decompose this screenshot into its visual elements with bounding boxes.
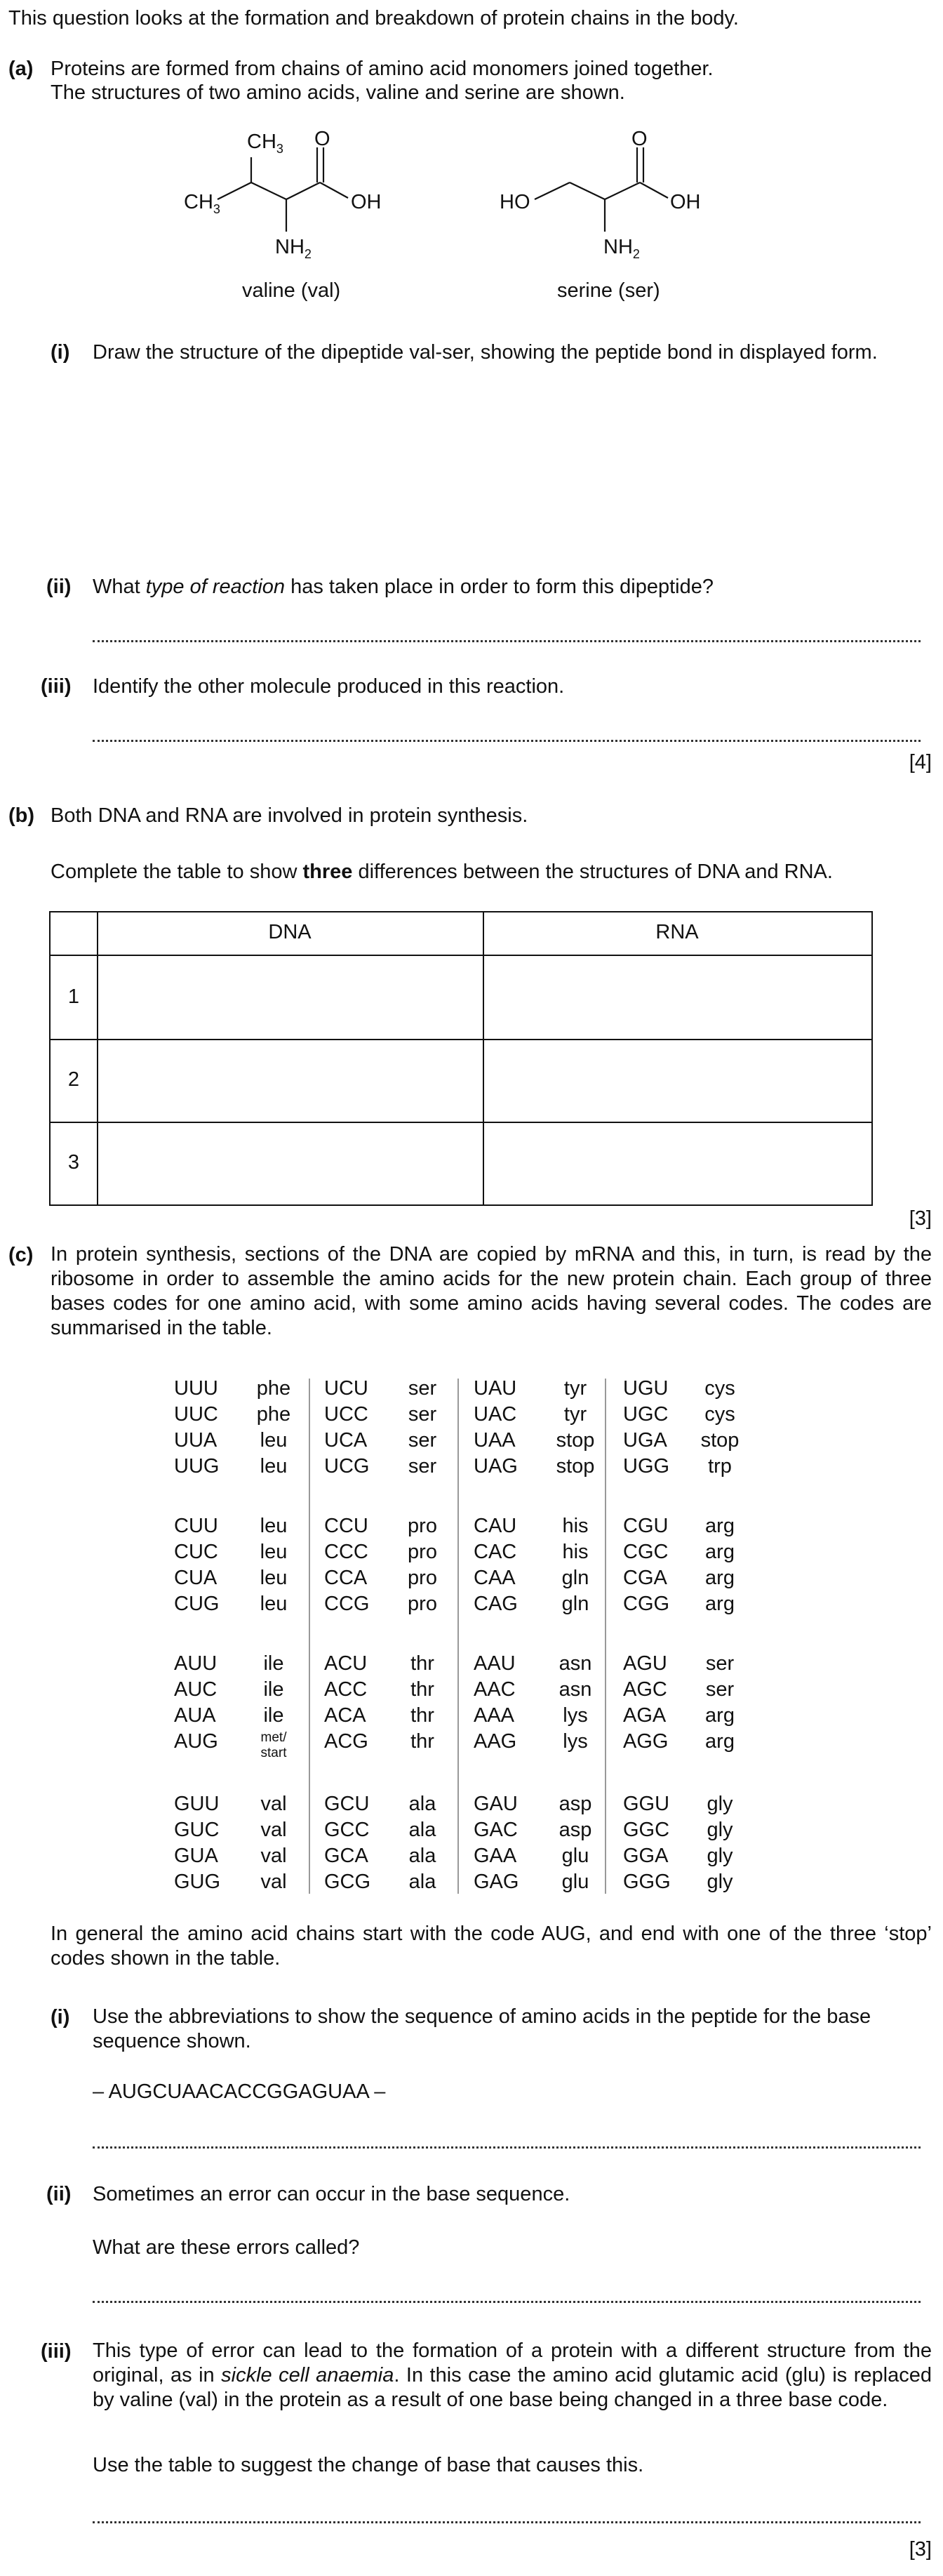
codon-amino-acid: val [260, 1793, 287, 1815]
codon-amino-acid: leu [260, 1515, 288, 1537]
codon-code: CAA [474, 1567, 516, 1589]
part-c-i-label: (i) [51, 2006, 70, 2029]
codon-amino-acid: arg [705, 1541, 735, 1563]
codon-amino-acid: gly [707, 1871, 733, 1893]
part-a-i-label: (i) [51, 341, 70, 364]
part-a-line-1: Proteins are formed from chains of amino acid monomers joined together. [51, 58, 714, 80]
codon-code: CCA [324, 1567, 368, 1589]
codon-code: ACC [324, 1678, 368, 1701]
codon-code: GGG [623, 1871, 671, 1893]
codon-amino-acid: leu [260, 1567, 288, 1589]
codon-code: GCC [324, 1819, 370, 1841]
codon-code: GUU [174, 1793, 220, 1815]
answer-line-a-ii[interactable] [93, 640, 921, 642]
codon-amino-acid: thr [410, 1704, 434, 1727]
part-a-line-2: The structures of two amino acids, valine and serine are shown. [51, 81, 625, 104]
base-sequence: – AUGCUAACACCGGAGUAA – [93, 2080, 386, 2103]
codon-amino-acid: asn [559, 1652, 592, 1675]
row-number-3: 3 [67, 1151, 80, 1174]
codon-amino-acid: glu [561, 1845, 589, 1867]
answer-line-c-ii[interactable] [93, 2301, 921, 2303]
codon-amino-acid: trp [708, 1455, 732, 1478]
codon-code: CUA [174, 1567, 218, 1589]
codon-code: ACG [324, 1730, 368, 1753]
codon-amino-acid: val [260, 1819, 287, 1841]
part-c-ii-label: (ii) [46, 2183, 72, 2205]
codon-code: ACA [324, 1704, 366, 1727]
cell-dna-2[interactable] [98, 1040, 481, 1120]
part-c-iii-text: This type of error can lead to the formation of a protein with a different structure from the original, as in sickle cell anaemia. In this case the amino acid glutamic acid (glu) is replaced by valine (val) in the protein as a result of one base being changed in a three base code. [93, 2339, 932, 2411]
codon-amino-acid: ser [408, 1429, 437, 1452]
drawing-answer-area[interactable] [93, 372, 921, 569]
codon-amino-acid: leu [260, 1541, 288, 1563]
codon-code: GGC [623, 1819, 670, 1841]
valine-oh: OH [351, 191, 382, 213]
codon-code: CAU [474, 1515, 517, 1537]
codon-code: CUG [174, 1593, 220, 1615]
codon-amino-acid: arg [705, 1704, 735, 1727]
codon-code: GUA [174, 1845, 218, 1867]
codon-amino-acid: gly [707, 1845, 733, 1867]
codon-code: UGU [623, 1377, 669, 1400]
part-c-ii-text-1: Sometimes an error can occur in the base sequence. [93, 2183, 570, 2205]
codon-amino-acid: ala [408, 1871, 436, 1893]
codon-amino-acid: ala [408, 1793, 436, 1815]
codon-code: GAA [474, 1845, 517, 1867]
codon-amino-acid: thr [410, 1678, 434, 1701]
answer-line-a-iii[interactable] [93, 740, 921, 742]
part-a-iii-label: (iii) [41, 675, 72, 698]
codon-code: ACU [324, 1652, 368, 1675]
codon-amino-acid: ser [408, 1455, 437, 1478]
codon-amino-acid: ala [408, 1819, 436, 1841]
codon-code: AUG [174, 1730, 218, 1753]
codon-code: CGC [623, 1541, 669, 1563]
codon-amino-acid: gln [561, 1593, 589, 1615]
part-a-label: (a) [8, 58, 34, 80]
codon-amino-acid: leu [260, 1429, 288, 1452]
codon-code: CGU [623, 1515, 669, 1537]
codon-amino-acid: leu [260, 1455, 288, 1478]
codon-amino-acid: phe [256, 1403, 291, 1426]
codon-amino-acid: cys [704, 1403, 735, 1426]
codon-code: AGU [623, 1652, 667, 1675]
codon-code: UCU [324, 1377, 368, 1400]
codon-amino-acid: pro [408, 1515, 437, 1537]
codon-code: GAU [474, 1793, 518, 1815]
codon-amino-acid: pro [408, 1567, 437, 1589]
part-c-i-text: Use the abbreviations to show the sequence of amino acids in the peptide for the base sequence shown. [93, 2005, 871, 2052]
codon-amino-acid: ile [263, 1704, 284, 1727]
row-number-2: 2 [67, 1068, 80, 1091]
codon-code: AAG [474, 1730, 517, 1753]
codon-table-divider [309, 1379, 310, 1894]
cell-rna-3[interactable] [484, 1123, 871, 1204]
serine-oh: OH [670, 191, 701, 213]
codon-amino-acid: met/ start [260, 1730, 287, 1760]
codon-code: CCU [324, 1515, 368, 1537]
codon-amino-acid: ala [408, 1845, 436, 1867]
codon-code: AGA [623, 1704, 667, 1727]
part-c-marks: [3] [909, 2538, 932, 2561]
codon-amino-acid: lys [563, 1730, 588, 1753]
codon-code: UAU [474, 1377, 517, 1400]
codon-amino-acid: asp [559, 1793, 592, 1815]
codon-code: GUG [174, 1871, 221, 1893]
part-c-paragraph: In protein synthesis, sections of the DNA are copied by mRNA and this, in turn, is read by the ribosome in order to assemble the amino acids for the new protein chain. Each group of three bases codes for one amino acid, with some amino acids having several codes. The codes are summarised in the table. [51, 1243, 932, 1339]
codon-amino-acid: pro [408, 1541, 437, 1563]
cell-dna-1[interactable] [98, 956, 481, 1037]
codon-code: AAC [474, 1678, 516, 1701]
codon-amino-acid: ser [705, 1652, 735, 1675]
codon-amino-acid: lys [563, 1704, 588, 1727]
codon-amino-acid: asn [559, 1678, 592, 1701]
codon-amino-acid: pro [408, 1593, 437, 1615]
part-b-line-1: Both DNA and RNA are involved in protein synthesis. [51, 804, 528, 827]
part-b-line-2: Complete the table to show three differences between the structures of DNA and RNA. [51, 861, 833, 883]
codon-amino-acid: ile [263, 1652, 284, 1675]
codon-code: GCA [324, 1845, 368, 1867]
codon-code: UUU [174, 1377, 218, 1400]
codon-amino-acid: ile [263, 1678, 284, 1701]
codon-code: AUA [174, 1704, 216, 1727]
cell-rna-1[interactable] [484, 956, 871, 1037]
codon-code: UAA [474, 1429, 516, 1452]
part-a-i-text: Draw the structure of the dipeptide val-ser, showing the peptide bond in displayed form. [93, 341, 878, 364]
codon-code: AAU [474, 1652, 516, 1675]
codon-amino-acid: gly [707, 1793, 733, 1815]
codon-code: UUC [174, 1403, 218, 1426]
valine-ch3-left: $CH_3$ [184, 191, 220, 216]
codon-code: UCC [324, 1403, 368, 1426]
codon-amino-acid: gln [561, 1567, 589, 1589]
answer-line-c-iii[interactable] [93, 2521, 921, 2523]
part-a-ii-text: What type of reaction has taken place in order to form this dipeptide? [93, 576, 714, 598]
valine-ch3-top: $CH_3$ [247, 131, 283, 156]
part-a-iii-text: Identify the other molecule produced in this reaction. [93, 675, 565, 698]
codon-amino-acid: cys [704, 1377, 735, 1400]
codon-code: CAG [474, 1593, 518, 1615]
codon-code: GCG [324, 1871, 371, 1893]
codon-code: UCG [324, 1455, 370, 1478]
codon-amino-acid: ser [408, 1377, 437, 1400]
cell-dna-3[interactable] [98, 1123, 481, 1204]
codon-amino-acid: ser [705, 1678, 735, 1701]
dna-rna-table [49, 911, 873, 1206]
codon-amino-acid: tyr [563, 1377, 587, 1400]
part-c-general: In general the amino acid chains start with the code AUG, and end with one of the three ‘stop’ codes shown in the table. [51, 1923, 932, 1970]
codon-code: UUA [174, 1429, 218, 1452]
codon-amino-acid: tyr [563, 1403, 587, 1426]
codon-code: AAA [474, 1704, 515, 1727]
part-a-marks: [4] [909, 751, 932, 774]
codon-amino-acid: thr [410, 1730, 434, 1753]
codon-amino-acid: arg [705, 1730, 735, 1753]
codon-code: AUU [174, 1652, 218, 1675]
codon-code: UAG [474, 1455, 518, 1478]
codon-code: UGA [623, 1429, 667, 1452]
codon-table-divider [457, 1379, 459, 1894]
codon-amino-acid: ser [408, 1403, 437, 1426]
codon-code: UAC [474, 1403, 517, 1426]
codon-code: GGA [623, 1845, 669, 1867]
codon-code: UGC [623, 1403, 669, 1426]
header-dna: DNA [268, 921, 312, 943]
serine-o: O [631, 128, 648, 150]
codon-amino-acid: arg [705, 1567, 735, 1589]
codon-amino-acid: asp [559, 1819, 592, 1841]
part-c-iii-text-2: Use the table to suggest the change of base that causes this. [93, 2454, 644, 2476]
codon-amino-acid: stop [700, 1429, 740, 1452]
serine-ho: HO [500, 191, 530, 213]
codon-table-divider [605, 1379, 606, 1894]
codon-code: CAC [474, 1541, 517, 1563]
codon-code: CGG [623, 1593, 670, 1615]
codon-amino-acid: glu [561, 1871, 589, 1893]
header-rna: RNA [655, 921, 699, 943]
codon-amino-acid: leu [260, 1593, 288, 1615]
part-b-label: (b) [8, 804, 35, 827]
codon-amino-acid: his [562, 1541, 589, 1563]
codon-code: CUC [174, 1541, 218, 1563]
codon-code: AUC [174, 1678, 218, 1701]
row-number-1: 1 [67, 985, 80, 1008]
codon-amino-acid: arg [705, 1515, 735, 1537]
codon-code: AGC [623, 1678, 667, 1701]
valine-caption: valine (val) [242, 279, 341, 302]
codon-code: GAG [474, 1871, 519, 1893]
valine-o: O [314, 128, 330, 150]
part-a-ii-label: (ii) [46, 576, 72, 598]
serine-nh2: $NH_2$ [603, 236, 640, 261]
part-c-label: (c) [8, 1244, 34, 1266]
codon-amino-acid: stop [556, 1455, 595, 1478]
codon-amino-acid: stop [556, 1429, 595, 1452]
intro-text: This question looks at the formation and breakdown of protein chains in the body. [8, 7, 739, 29]
codon-code: UGG [623, 1455, 670, 1478]
codon-amino-acid: val [260, 1845, 287, 1867]
codon-code: AGG [623, 1730, 669, 1753]
codon-amino-acid: gly [707, 1819, 733, 1841]
codon-amino-acid: thr [410, 1652, 434, 1675]
codon-code: CCG [324, 1593, 370, 1615]
cell-rna-2[interactable] [484, 1040, 871, 1120]
codon-amino-acid: phe [256, 1377, 291, 1400]
codon-code: GUC [174, 1819, 220, 1841]
codon-code: UUG [174, 1455, 220, 1478]
codon-code: GCU [324, 1793, 370, 1815]
part-b-marks: [3] [909, 1207, 932, 1230]
codon-code: CUU [174, 1515, 218, 1537]
codon-code: GAC [474, 1819, 518, 1841]
codon-amino-acid: val [260, 1871, 287, 1893]
serine-caption: serine (ser) [557, 279, 660, 302]
part-c-iii-label: (iii) [41, 2340, 72, 2363]
codon-amino-acid: his [562, 1515, 589, 1537]
codon-code: CGA [623, 1567, 667, 1589]
part-c-ii-text-2: What are these errors called? [93, 2236, 360, 2259]
valine-nh2: $NH_2$ [275, 236, 312, 261]
codon-amino-acid: arg [705, 1593, 735, 1615]
answer-line-c-i[interactable] [93, 2146, 921, 2149]
codon-code: GGU [623, 1793, 670, 1815]
codon-code: UCA [324, 1429, 368, 1452]
codon-code: CCC [324, 1541, 368, 1563]
